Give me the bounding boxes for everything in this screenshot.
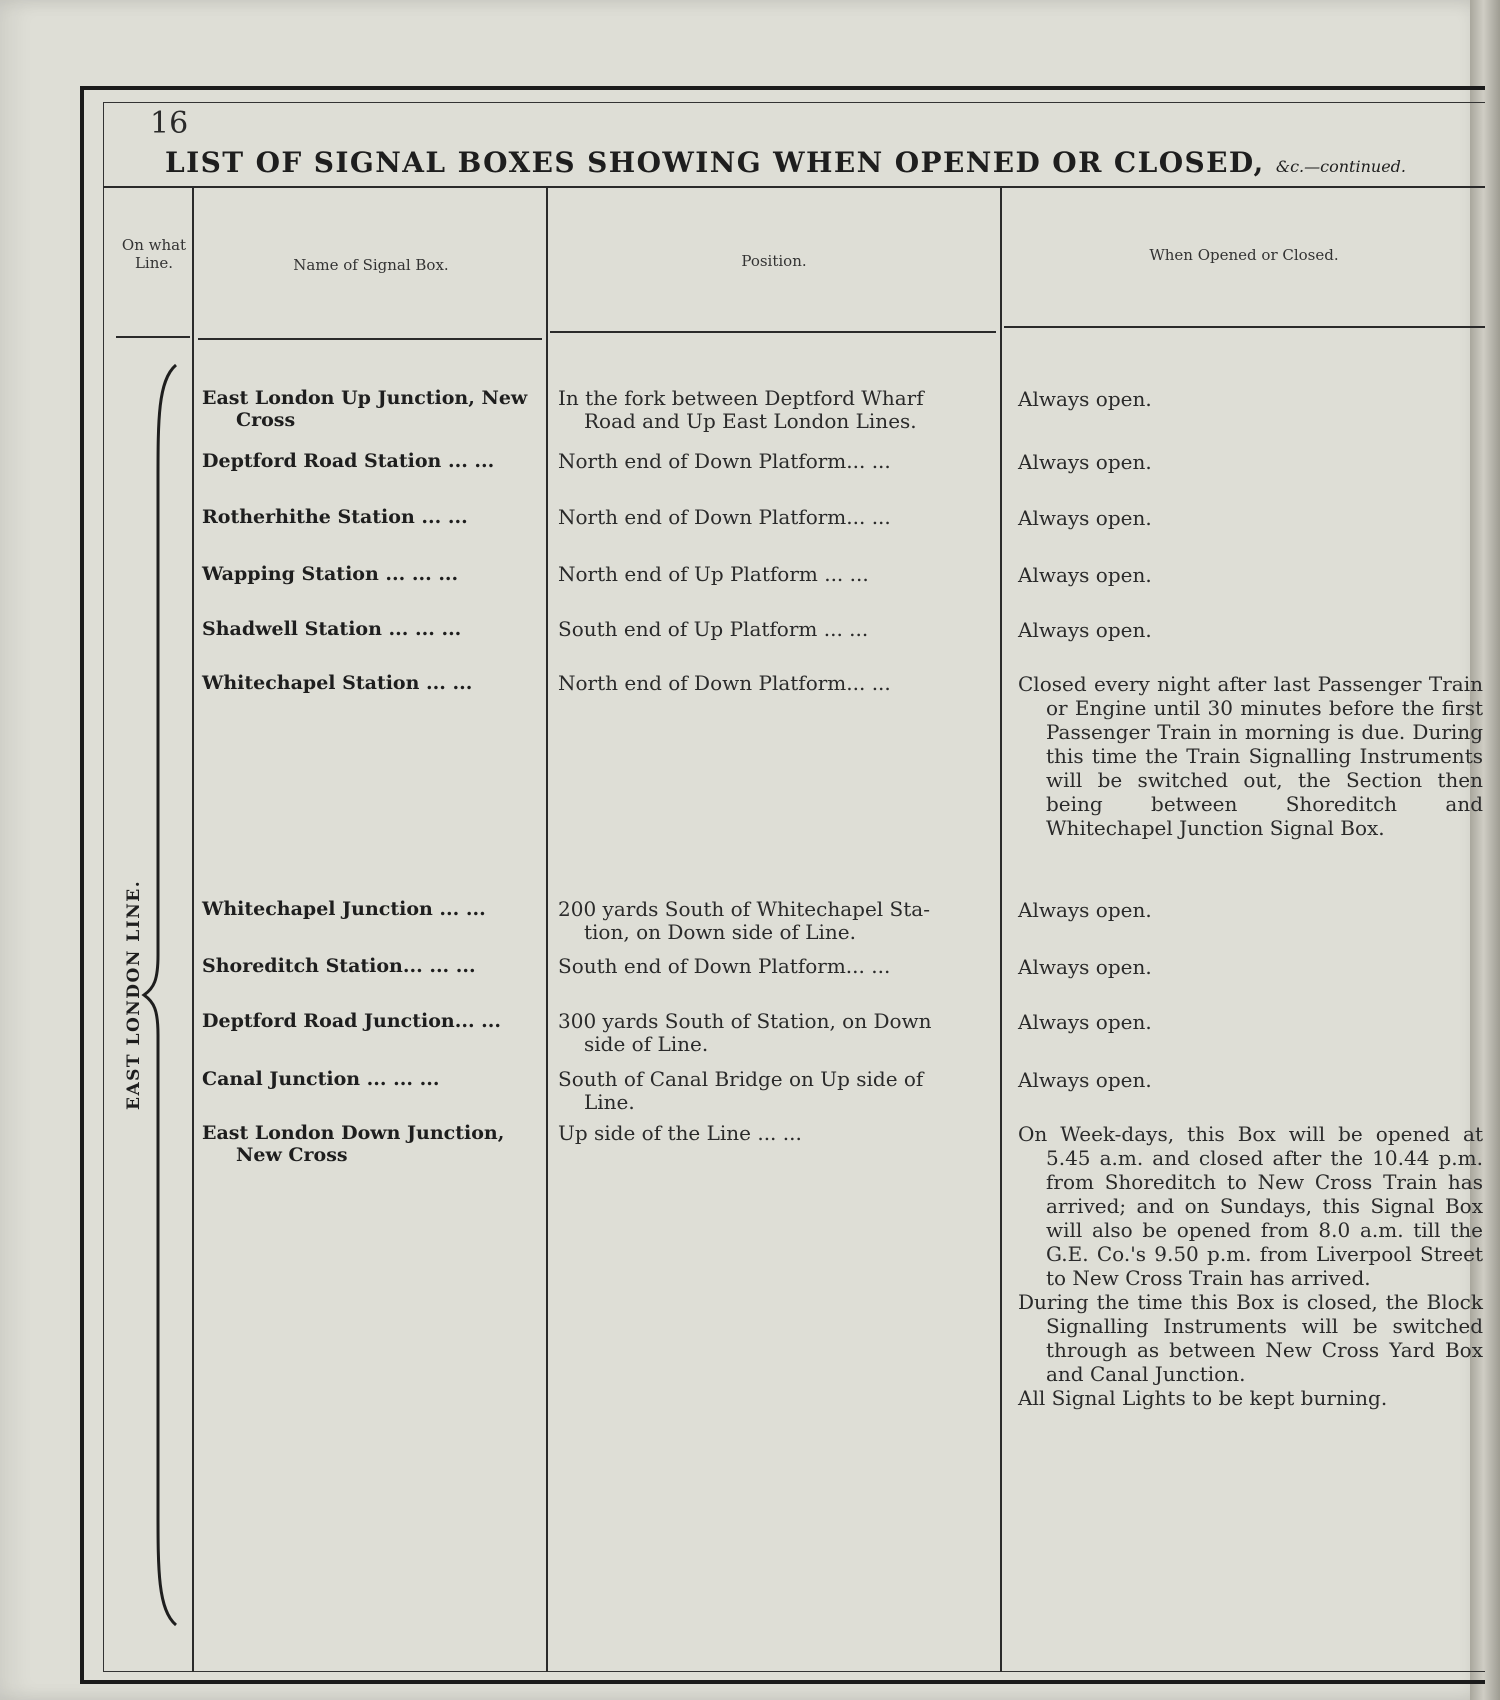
opened-closed: Always open.	[1018, 387, 1152, 411]
col-head-name: Name of Signal Box.	[293, 256, 449, 274]
opened-closed: Always open.	[1018, 450, 1152, 474]
header-bottom-rule-when	[1004, 326, 1485, 328]
column-divider-1	[192, 188, 194, 1672]
signal-box-position: North end of Down Platform... ...	[558, 671, 891, 695]
header-bottom-rule-name	[198, 338, 542, 340]
line-brace	[140, 360, 180, 1630]
line-label: EAST LONDON LINE.	[124, 879, 144, 1110]
opened-closed: Always open.	[1018, 1010, 1152, 1034]
opened-closed: Always open.	[1018, 618, 1152, 642]
signal-box-position: Up side of the Line ... ...	[558, 1121, 802, 1145]
signal-box-position: South end of Down Platform... ...	[558, 954, 891, 978]
signal-box-position: 200 yards South of Whitechapel Sta- tion, on Down side of Line.	[558, 897, 930, 944]
header-bottom-rule-position	[550, 331, 996, 333]
signal-box-name: Shoreditch Station... ... ...	[202, 955, 476, 977]
signal-box-name: Whitechapel Junction ... ...	[202, 898, 486, 920]
opened-closed: Closed every night after last Passenger Train or Engine until 30 minutes before the first Passenger Train in morning is due. During this time the Train Signalling Instruments will be switched out, the Section then being between Shoreditch and Whitechapel Junction Signal Box.	[1018, 672, 1483, 840]
signal-box-name: Rotherhithe Station ... ...	[202, 506, 468, 528]
header-bottom-rule-line	[116, 336, 190, 338]
signal-box-position: North end of Up Platform ... ...	[558, 562, 869, 586]
signal-box-position: North end of Down Platform... ...	[558, 505, 891, 529]
col-head-position: Position.	[741, 252, 807, 270]
signal-box-name: Wapping Station ... ... ...	[202, 563, 459, 585]
col-head-when: When Opened or Closed.	[1149, 246, 1339, 264]
column-divider-2	[546, 188, 548, 1672]
opened-closed: On Week-days, this Box will be opened at 5.45 a.m. and closed after the 10.44 p.m. from Shoreditch to New Cross Train has arrived; and on Sundays, this Signal Box will also be opened from 8.0 a.m. till the G.E. Co.'s 9.50 p.m. from Liverpool Street to New Cross Train has arrived. During the time this Box is closed, the Block Signalling Instruments will be switched through as between New Cross Yard Box and Canal Junction. All Signal Lights to be kept burning.	[1018, 1122, 1483, 1410]
page-title	[165, 146, 1475, 179]
signal-box-position: South of Canal Bridge on Up side of Line.	[558, 1067, 924, 1114]
signal-box-name: East London Up Junction, New Cross	[202, 387, 528, 431]
signal-box-name: Whitechapel Station ... ...	[202, 672, 473, 694]
signal-box-position: South end of Up Platform ... ...	[558, 617, 869, 641]
opened-closed: Always open.	[1018, 955, 1152, 979]
signal-box-position: North end of Down Platform... ...	[558, 449, 891, 473]
opened-closed: Always open.	[1018, 898, 1152, 922]
signal-box-position: 300 yards South of Station, on Down side of Line.	[558, 1009, 932, 1056]
signal-box-name: East London Down Junction, New Cross	[202, 1122, 505, 1166]
signal-box-name: Deptford Road Junction... ...	[202, 1010, 502, 1032]
opened-closed: Always open.	[1018, 1068, 1152, 1092]
signal-box-name: Deptford Road Station ... ...	[202, 450, 495, 472]
signal-box-position: In the fork between Deptford Wharf Road and Up East London Lines.	[558, 386, 924, 433]
signal-box-name: Shadwell Station ... ... ...	[202, 618, 462, 640]
header-top-rule	[103, 186, 1485, 188]
opened-closed: Always open.	[1018, 506, 1152, 530]
col-head-line: On what Line.	[121, 236, 187, 272]
signal-box-name: Canal Junction ... ... ...	[202, 1068, 440, 1090]
column-divider-3	[1000, 188, 1002, 1672]
page-number: 16	[150, 106, 189, 141]
opened-closed: Always open.	[1018, 563, 1152, 587]
title-text: LIST OF SIGNAL BOXES SHOWING WHEN OPENED OR CLOSED,	[165, 146, 1265, 179]
title-continued: &c.—continued.	[1275, 157, 1406, 176]
